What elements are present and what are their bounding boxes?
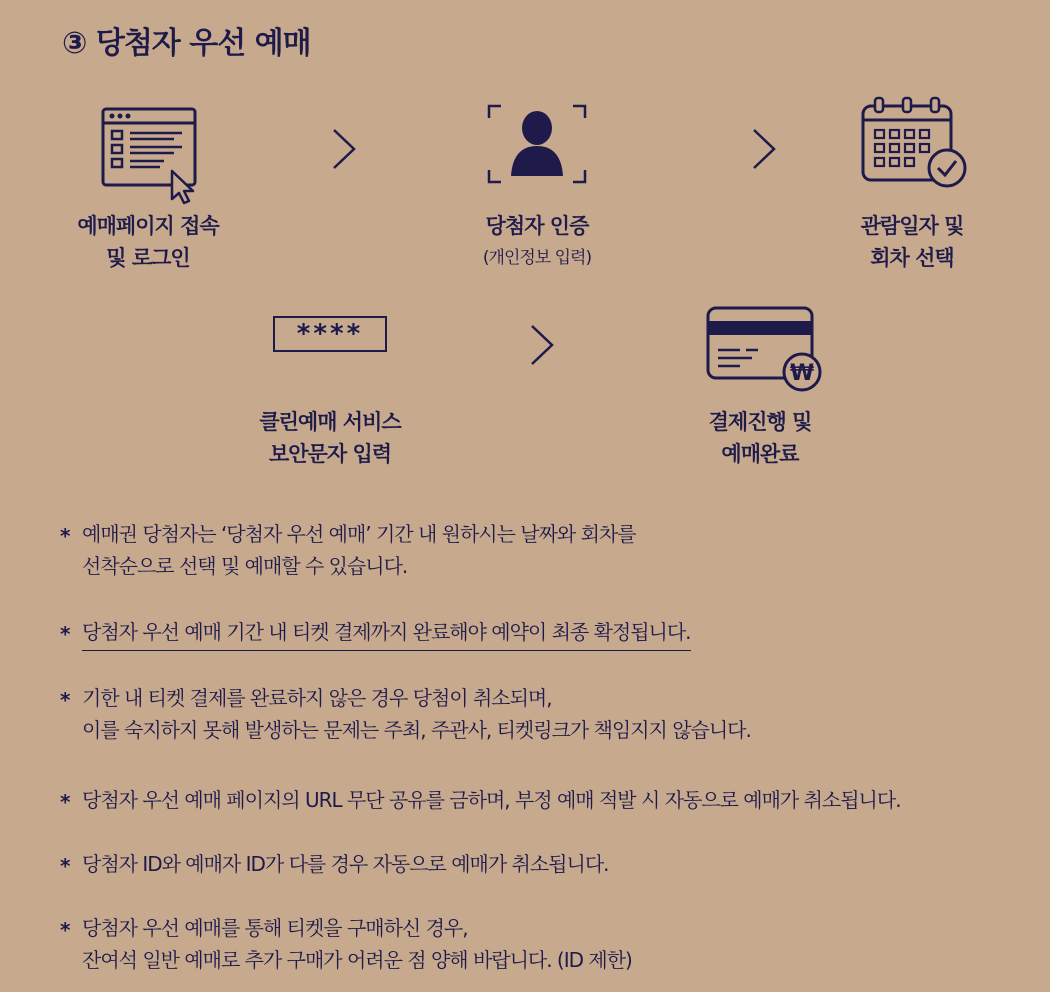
notice-item: * 당첨자 ID와 예매자 ID가 다를 경우 자동으로 예매가 취소됩니다. xyxy=(60,852,609,878)
password-field-icon: **** xyxy=(273,316,387,352)
notice-item: * 예매권 당첨자는 ‘당첨자 우선 예매’ 기간 내 원하시는 날짜와 회차를 선착순으로 선택 및 예매할 수 있습니다. xyxy=(60,522,636,578)
notice-item: * 당첨자 우선 예매 페이지의 URL 무단 공유를 금하며, 부정 예매 적발 시 자동으로 예매가 취소됩니다. xyxy=(60,788,901,814)
chevron-right-icon xyxy=(750,128,778,170)
chevron-right-icon xyxy=(528,324,556,366)
page-title: ③ 당첨자 우선 예매 xyxy=(62,26,311,61)
browser-cursor-icon xyxy=(102,107,202,207)
notice-item: * 당첨자 우선 예매 기간 내 티켓 결제까지 완료해야 예약이 최종 확정됩니다. xyxy=(60,616,1020,652)
svg-text:₩: ₩ xyxy=(789,361,815,386)
step-label: 관람일자 및 회차 선택 xyxy=(860,214,964,270)
step-label: 결제진행 및 예매완료 xyxy=(708,410,812,466)
step-label: 클린예매 서비스 보안문자 입력 xyxy=(259,410,401,466)
person-verify-icon xyxy=(487,104,587,186)
chevron-right-icon xyxy=(330,128,358,170)
credit-card-won-icon xyxy=(706,306,826,396)
notice-item: * 기한 내 티켓 결제를 완료하지 않은 경우 당첨이 취소되며, 이를 숙지하지 못해 발생하는 문제는 주최, 주관사, 티켓링크가 책임지지 않습니다. xyxy=(60,686,751,742)
notice-item: * 당첨자 우선 예매를 통해 티켓을 구매하신 경우, 잔여석 일반 예매로 추가 구매가 어려운 점 양해 바랍니다. (ID 제한) xyxy=(60,916,632,972)
step-label: 예매페이지 접속 및 로그인 xyxy=(77,214,219,270)
calendar-check-icon xyxy=(861,96,971,192)
step-label: 당첨자 인증 (개인정보 입력) xyxy=(482,214,592,268)
